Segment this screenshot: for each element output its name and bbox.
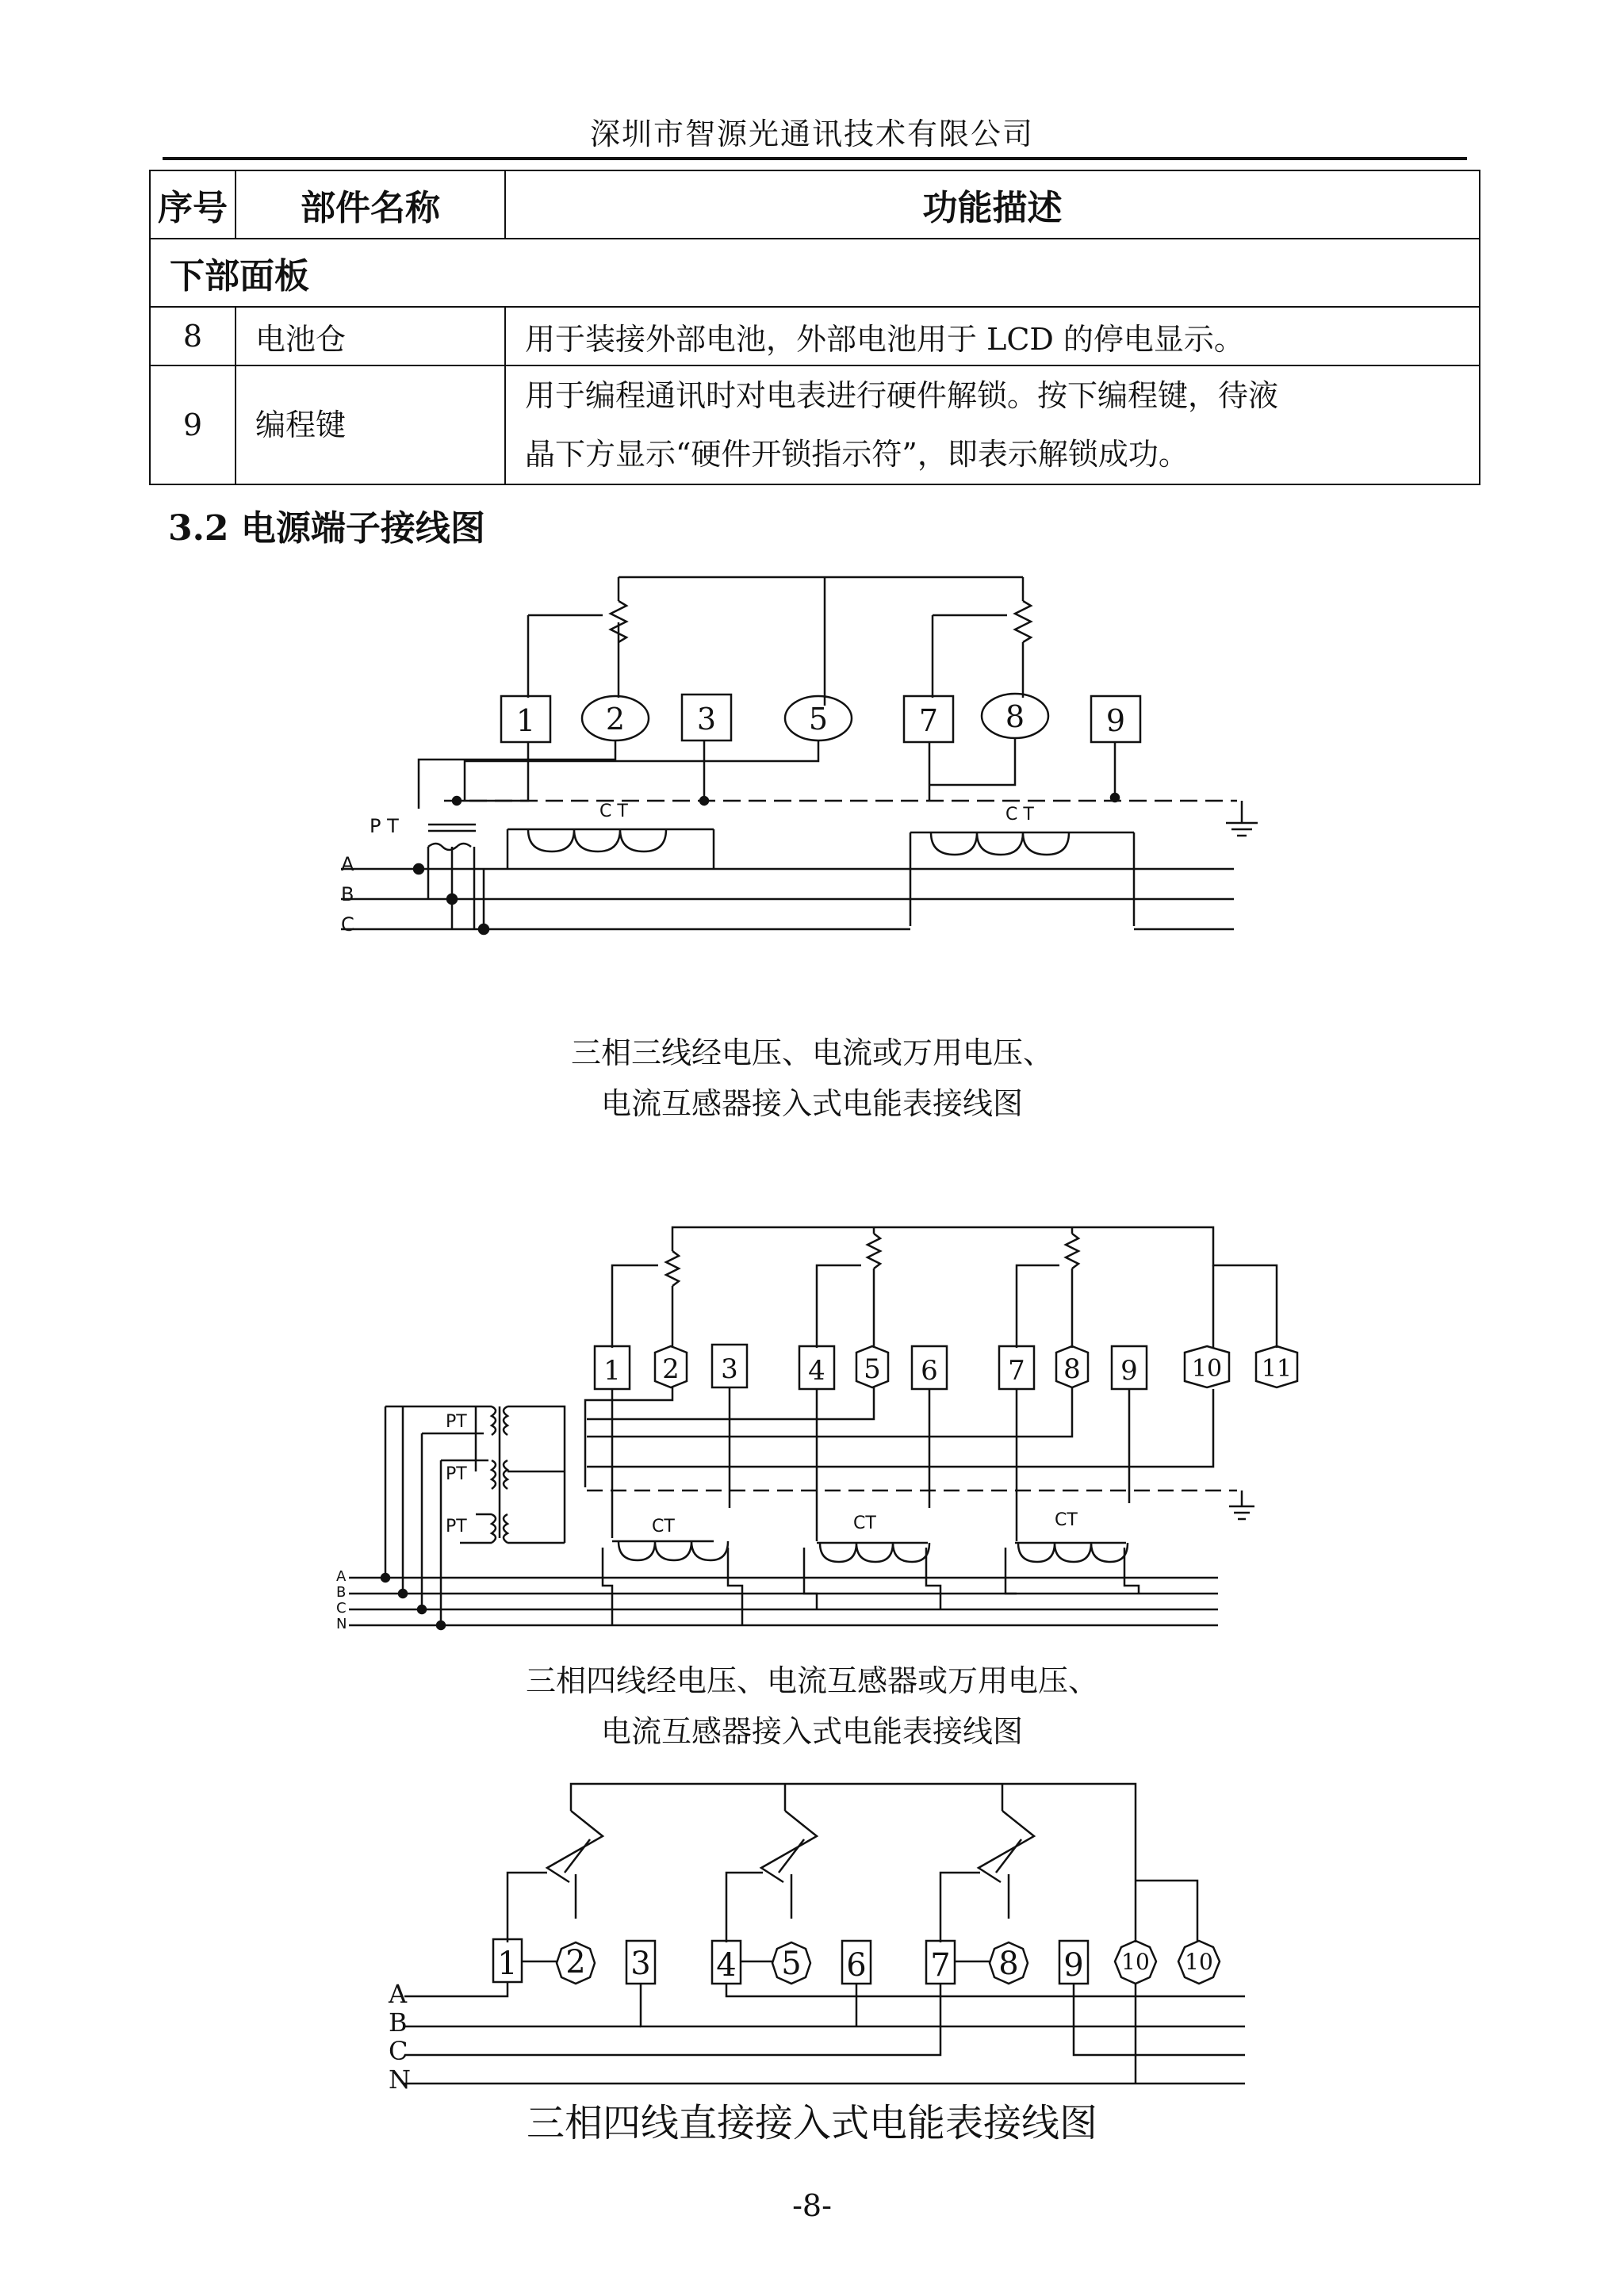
section-heading: 3.2 电源端子接线图 (168, 508, 485, 549)
pt-label: P T (370, 815, 399, 837)
terminal-label: 8 (1005, 699, 1025, 734)
table-row (150, 307, 1480, 365)
line-label-b: B (336, 1584, 347, 1601)
ct-label: CT (652, 1517, 675, 1536)
terminal-label: 2 (605, 702, 626, 737)
diagram3-caption: 三相四线直接接入式电能表接线图 (526, 2101, 1097, 2145)
terminal-label: 3 (630, 1946, 651, 1982)
terminal-label: 5 (781, 1946, 802, 1982)
terminal-label: 7 (918, 703, 939, 738)
diagram2-caption (0, 1655, 1624, 1757)
row-desc-line: 用于编程通讯时对电表进行硬件解锁。按下编程键，待液 (525, 378, 1279, 413)
pt-label: PT (446, 1412, 467, 1432)
line-label-a: A (336, 1568, 347, 1585)
terminal-label: 9 (1120, 1355, 1138, 1387)
row-desc-line: 晶下方显示“硬件开锁指示符”，即表示解锁成功。 (525, 437, 1189, 472)
terminal-label: 6 (846, 1947, 867, 1984)
row-no: 8 (150, 307, 236, 365)
terminal-label: 10 (1121, 1949, 1150, 1975)
table-header-row (150, 170, 1480, 239)
terminal-label: 10 (1185, 1949, 1213, 1975)
terminal-label: 11 (1261, 1355, 1293, 1383)
page-number: -8- (792, 2188, 832, 2223)
terminal-label: 2 (662, 1353, 680, 1385)
line-label-a: A (389, 1979, 408, 2009)
line-label-n: N (389, 2064, 411, 2095)
terminal-label: 9 (1105, 703, 1126, 738)
header-rule (163, 157, 1467, 160)
row-name: 编程键 (236, 365, 505, 484)
line-label-a: A (341, 853, 354, 875)
terminal-label: 1 (497, 1946, 518, 1982)
ct-label: CT (1055, 1510, 1078, 1530)
diagram1-caption (0, 1027, 1624, 1129)
caption-line: 电流互感器接入式电能表接线图 (600, 1086, 1023, 1121)
terminal-label: 5 (864, 1353, 881, 1385)
terminal-label: 7 (1008, 1355, 1025, 1387)
terminal-label: 8 (998, 1946, 1019, 1982)
row-desc: 用于装接外部电池，外部电池用于 LCD 的停电显示。 (505, 307, 1480, 365)
terminal-label: 4 (808, 1355, 825, 1387)
col-header-name: 部件名称 (236, 170, 505, 239)
terminal-label: 5 (808, 702, 829, 737)
section-label: 下部面板 (150, 239, 1480, 307)
pt-label: PT (446, 1517, 467, 1536)
ct-label: CT (853, 1513, 876, 1533)
wiring-diagram-3p3w (0, 555, 1624, 967)
terminal-label: 6 (921, 1355, 938, 1387)
col-header-desc: 功能描述 (505, 170, 1480, 239)
terminal-label: 8 (1063, 1353, 1081, 1385)
terminal-label: 10 (1191, 1355, 1223, 1383)
table-row (150, 365, 1480, 484)
caption-line: 三相三线经电压、电流或万用电压、 (570, 1035, 1053, 1070)
ct-label: C T (599, 802, 628, 821)
line-label-c: C (341, 913, 354, 936)
terminal-label: 1 (603, 1355, 621, 1387)
caption-line: 三相四线经电压、电流互感器或万用电压、 (525, 1663, 1098, 1698)
component-table (149, 170, 1480, 485)
ct-label: C T (1005, 805, 1034, 825)
line-label-n: N (336, 1616, 347, 1632)
line-label-c: C (336, 1600, 347, 1617)
line-label-b: B (341, 883, 354, 905)
terminal-label: 2 (565, 1944, 586, 1980)
row-desc (505, 365, 1480, 484)
pt-label: PT (446, 1464, 467, 1484)
row-no: 9 (150, 365, 236, 484)
terminal-label: 4 (716, 1947, 737, 1984)
table-section-row (150, 239, 1480, 307)
wiring-diagram-3p4w-direct (0, 1760, 1624, 2109)
terminal-label: 9 (1063, 1947, 1084, 1984)
terminal-label: 3 (696, 702, 717, 737)
terminal-label: 3 (721, 1353, 738, 1385)
line-label-b: B (389, 2007, 408, 2038)
company-header: 深圳市智源光通讯技术有限公司 (589, 117, 1034, 151)
wiring-diagram-3p4w-ct (0, 1213, 1624, 1641)
terminal-label: 7 (930, 1947, 951, 1984)
col-header-no: 序号 (150, 170, 236, 239)
caption-line: 电流互感器接入式电能表接线图 (600, 1714, 1023, 1749)
line-label-c: C (389, 2036, 408, 2066)
terminal-label: 1 (515, 703, 536, 738)
row-name: 电池仓 (236, 307, 505, 365)
